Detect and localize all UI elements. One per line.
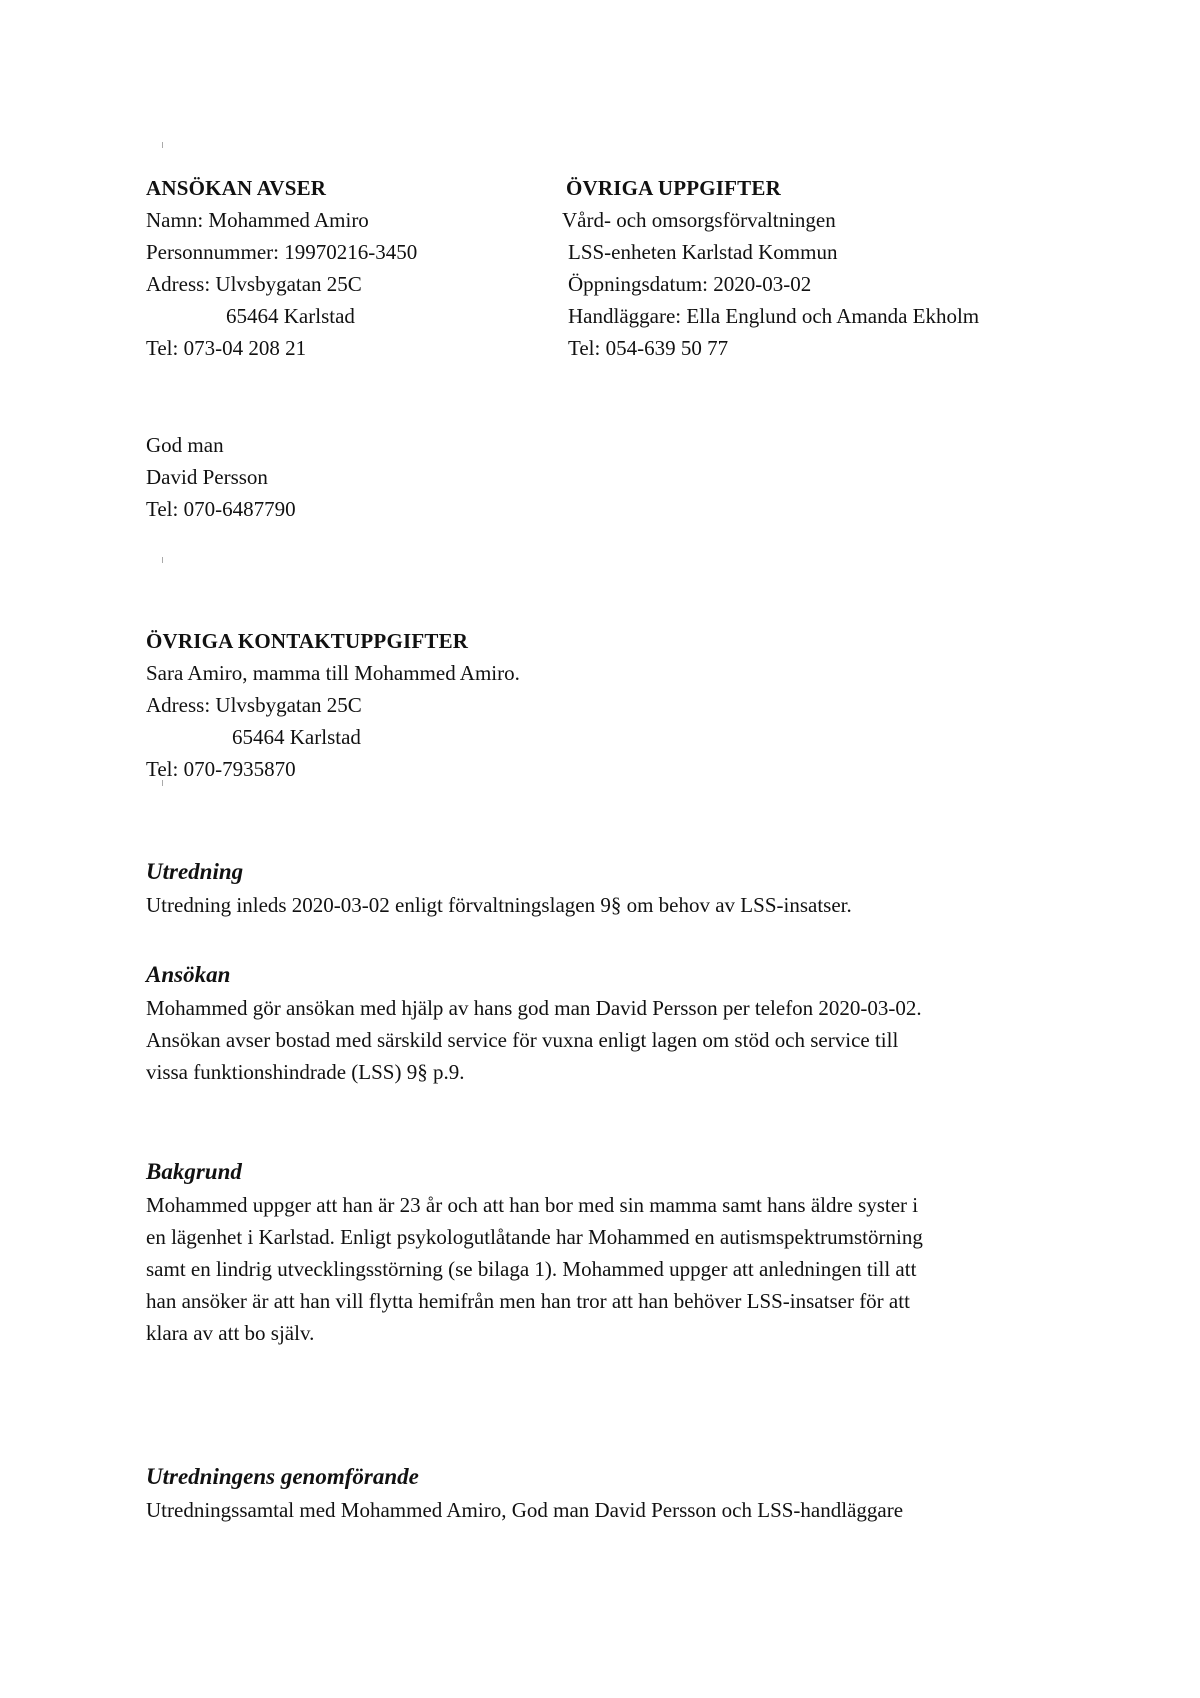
section-heading: Ansökan [146,962,231,987]
contact-postal: 65464 Karlstad [232,725,361,749]
section-heading: Bakgrund [146,1159,242,1184]
applicant-heading: ANSÖKAN AVSER [146,176,327,200]
section-bakgrund [146,1155,923,1349]
guardian-title: God man [146,433,224,457]
section-text-line: han ansöker är att han vill flytta hemifrån men han tror att han behöver LSS-insatser för att [146,1289,910,1313]
other-info-block [562,172,979,364]
officers: Handläggare: Ella Englund och Amanda Ekholm [568,304,980,328]
section-utredning [146,855,852,921]
section-text: Utredning inleds 2020-03-02 enligt förvaltningslagen 9§ om behov av LSS-insatser. [146,893,852,917]
section-text-line: Mohammed gör ansökan med hjälp av hans god man David Persson per telefon 2020-03-02. [146,996,922,1020]
paragraph-mark [162,557,163,563]
section-text-line: Ansökan avser bostad med särskild service för vuxna enligt lagen om stöd och service till [146,1028,899,1052]
department: Vård- och omsorgsförvaltningen [562,208,836,232]
applicant-phone: Tel: 073-04 208 21 [146,336,307,360]
other-contacts-block [146,625,520,785]
contact-phone: Tel: 070-7935870 [146,757,296,781]
section-text-line: en lägenhet i Karlstad. Enligt psykologutlåtande har Mohammed en autismspektrumstörning [146,1225,923,1249]
office-phone: Tel: 054-639 50 77 [568,336,729,360]
unit: LSS-enheten Karlstad Kommun [568,240,838,264]
section-text-line: Mohammed uppger att han är 23 år och att han bor med sin mamma samt hans äldre syster i [146,1193,919,1217]
other-contacts-heading: ÖVRIGA KONTAKTUPPGIFTER [146,629,469,653]
section-ansokan [146,958,922,1088]
section-heading: Utredningens genomförande [146,1464,419,1489]
guardian-block [146,429,296,525]
contact-address: Adress: Ulvsbygatan 25C [146,693,362,717]
guardian-phone: Tel: 070-6487790 [146,497,296,521]
section-text-line: samt en lindrig utvecklingsstörning (se bilaga 1). Mohammed uppger att anledningen till att [146,1257,917,1281]
applicant-personal-number: Personnummer: 19970216-3450 [146,240,418,264]
section-text-line: klara av att bo själv. [146,1321,315,1345]
section-text: Utredningssamtal med Mohammed Amiro, God man David Persson och LSS-handläggare [146,1498,904,1522]
section-text-line: vissa funktionshindrade (LSS) 9§ p.9. [146,1060,465,1084]
applicant-address: Adress: Ulvsbygatan 25C [146,272,362,296]
section-genomforande [146,1460,903,1526]
contact-person: Sara Amiro, mamma till Mohammed Amiro. [146,661,520,685]
applicant-block [146,172,417,364]
applicant-name: Namn: Mohammed Amiro [146,208,369,232]
opening-date: Öppningsdatum: 2020-03-02 [568,272,812,296]
guardian-name: David Persson [146,465,268,489]
other-info-heading: ÖVRIGA UPPGIFTER [566,176,781,200]
applicant-postal: 65464 Karlstad [226,304,355,328]
paragraph-mark [162,142,163,148]
section-heading: Utredning [146,859,244,884]
